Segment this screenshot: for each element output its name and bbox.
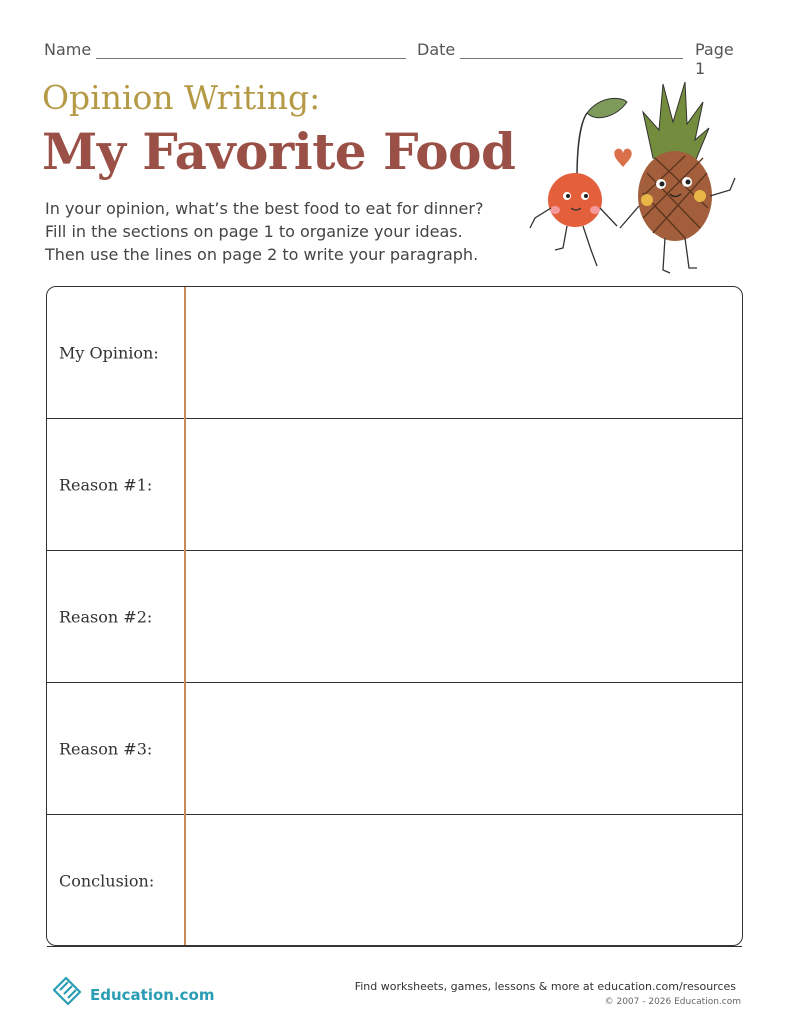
worksheet-title: My Favorite Food (42, 122, 516, 181)
name-label: Name (44, 40, 92, 59)
worksheet-subtitle: Opinion Writing: (42, 78, 321, 117)
instruction-line: Then use the lines on page 2 to write your paragraph. (45, 245, 479, 264)
instruction-line: Fill in the sections on page 1 to organize your ideas. (45, 222, 463, 241)
education-logo-icon (50, 972, 86, 1006)
instruction-line: In your opinion, what’s the best food to eat for dinner? (45, 199, 484, 218)
row-label: Reason #2: (59, 607, 153, 626)
cherry-icon (530, 98, 627, 266)
organizer-row-opinion[interactable] (47, 287, 742, 419)
brand-name: Education.com (90, 986, 215, 1004)
row-label: Reason #3: (59, 739, 153, 758)
row-label: Conclusion: (59, 871, 155, 890)
graphic-organizer (46, 286, 743, 946)
food-illustration (525, 78, 755, 278)
column-divider (184, 287, 186, 945)
row-label: My Opinion: (59, 343, 159, 362)
row-label: Reason #1: (59, 475, 153, 494)
organizer-row-conclusion[interactable] (47, 815, 742, 947)
brand-logo[interactable] (50, 972, 215, 1006)
date-label: Date (417, 40, 456, 59)
instructions (45, 197, 525, 266)
worksheet-header (44, 40, 744, 78)
organizer-row-reason-1[interactable] (47, 419, 742, 551)
footer-note: Find worksheets, games, lessons & more at education.com/resources (354, 980, 736, 993)
name-field[interactable] (96, 58, 406, 59)
date-field[interactable] (460, 58, 683, 59)
organizer-row-reason-2[interactable] (47, 551, 742, 683)
copyright: © 2007 - 2026 Education.com (604, 997, 741, 1007)
page-label: Page 1 (695, 40, 734, 78)
organizer-row-reason-3[interactable] (47, 683, 742, 815)
heart-icon (614, 149, 631, 167)
pineapple-icon (620, 82, 735, 273)
